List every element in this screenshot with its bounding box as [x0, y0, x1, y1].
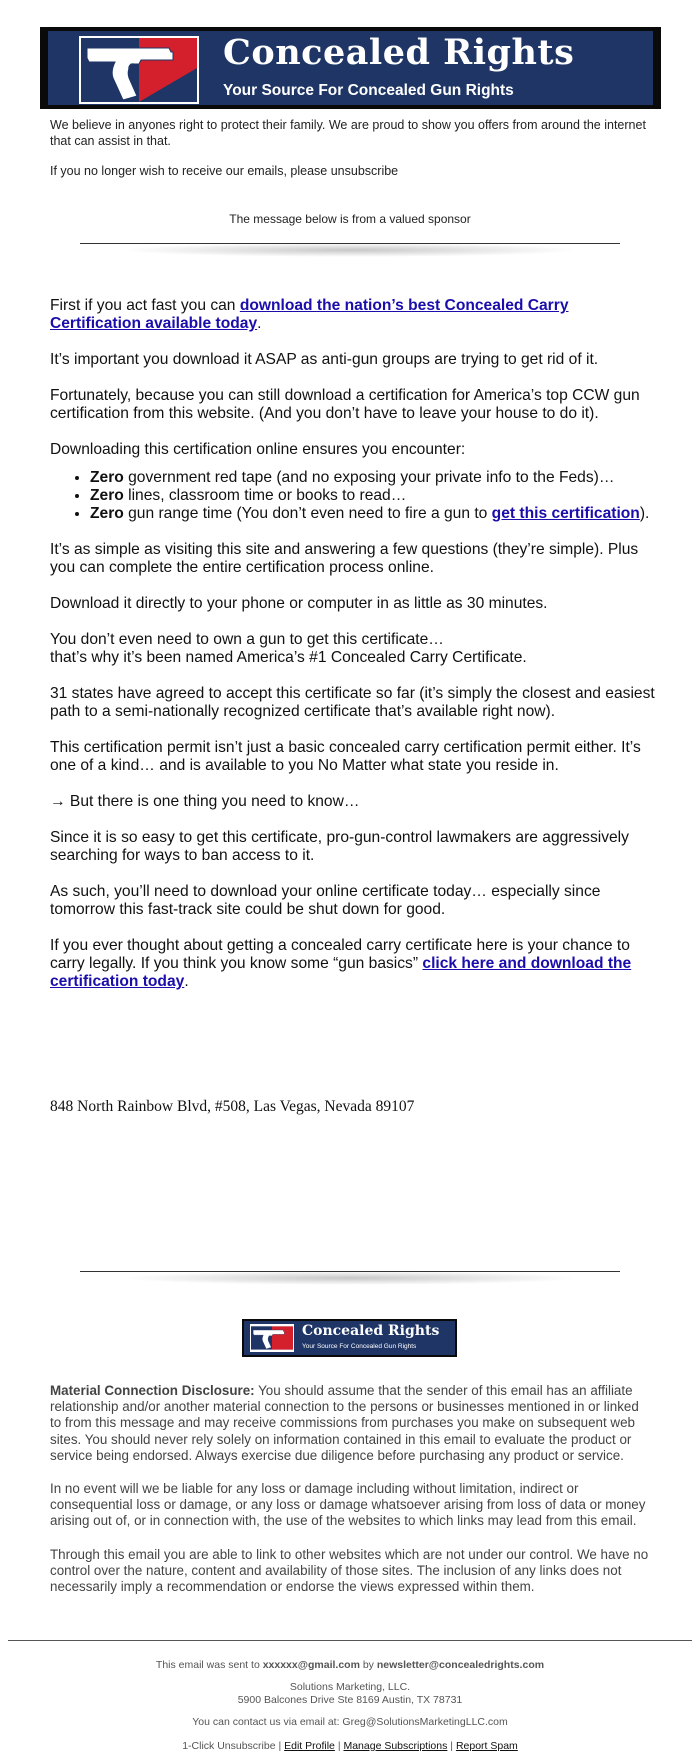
brand-title: Concealed Rights: [223, 32, 575, 73]
copy-p6: Download it directly to your phone or computer in as little as 30 minutes.: [50, 595, 548, 612]
brand-tagline: Your Source For Concealed Gun Rights: [223, 82, 514, 99]
sponsor-message: [50, 297, 655, 1009]
recipient-email: xxxxxx@gmail.com: [262, 1659, 360, 1671]
disclosure-section: [50, 1383, 650, 1612]
disclosure-text: You should assume that the sender of this email has an affiliate relationship and/or another material connection to the persons or businesses mentioned in or linked to from this message and may receive commissions from purchases you make on subsequent web sites. You should never rely solely on information contained in this email to evaluate the product or service being endorsed. Always exercise due diligence before purchasing any product or service.: [50, 1383, 639, 1463]
benefits-list: [50, 469, 655, 523]
intro-text: [50, 117, 650, 149]
link-separator: |: [447, 1740, 456, 1752]
unsubscribe-prefix: If you no longer wish to receive our emails, please: [50, 164, 328, 178]
link-separator: |: [275, 1740, 285, 1752]
flag-gun-icon: [251, 1325, 293, 1351]
bottom-divider-shadow: [120, 1271, 580, 1285]
disclosure-label: Material Connection Disclosure:: [50, 1383, 255, 1398]
copy-p4: Downloading this certification online ensures you encounter:: [50, 441, 466, 458]
copy-p13: [50, 937, 655, 991]
company-name: Solutions Marketing, LLC.: [289, 1681, 411, 1693]
sent-by-word: by: [359, 1659, 377, 1671]
manage-subscriptions-link[interactable]: Manage Subscriptions: [343, 1740, 448, 1752]
bullet-bold: Zero: [90, 487, 124, 504]
p13-prefix: If you ever thought about getting a concealed carry certificate here is your chance to carry legally. If you think you know some “gun basics”: [50, 937, 630, 972]
unsubscribe-line: [50, 164, 398, 178]
copy-p2: It’s important you download it ASAP as anti-gun groups are trying to get rid of it.: [50, 351, 599, 368]
bullet-bold: Zero: [90, 505, 124, 522]
sponsor-note: The message below is from a valued sponsor: [229, 212, 471, 226]
bullet-bold: Zero: [90, 469, 124, 486]
copy-p8: 31 states have agreed to accept this certificate so far (it’s simply the closest and easiest path to a semi-nationally recognized certificate that’s available right now).: [50, 685, 655, 720]
contact-line: You can contact us via email at: Greg@SolutionsMarketingLLC.com: [192, 1716, 508, 1728]
company-address: 5900 Balcones Drive Ste 8169 Austin, TX 78731: [237, 1694, 463, 1706]
get-certification-link[interactable]: get this certification: [491, 505, 640, 522]
download-today-link[interactable]: click here and download the certification today: [50, 955, 632, 990]
p7-line1: You don’t even need to own a gun to get this certificate…: [50, 631, 444, 648]
one-click-unsubscribe[interactable]: 1-Click Unsubscribe: [182, 1740, 276, 1752]
bullet-text: lines, classroom time or books to read…: [123, 487, 407, 504]
header-banner[interactable]: [40, 27, 661, 109]
mini-flag-logo: [250, 1324, 294, 1352]
top-divider-shadow: [120, 243, 580, 257]
bullet-text: gun range time (You don’t even need to fire a gun to: [123, 505, 492, 522]
belief-statement: We believe in anyones right to protect their family. We are proud to show you offers from around the internet that can assist in that.: [50, 118, 646, 148]
link-separator: |: [334, 1740, 344, 1752]
copy-p7: [50, 631, 655, 667]
edit-profile-link[interactable]: Edit Profile: [284, 1740, 335, 1752]
download-certification-link[interactable]: download the nation’s best Concealed Carry Certification available today: [50, 297, 569, 332]
list-item: [90, 505, 655, 523]
mini-brand-title: Concealed Rights: [302, 1323, 440, 1339]
copy-p1: [50, 297, 655, 333]
list-item: [90, 469, 655, 487]
copy-p11: Since it is so easy to get this certificate, pro-gun-control lawmakers are aggressively searching for ways to ban access to it.: [50, 829, 629, 864]
copy-p3: Fortunately, because you can still download a certification for America’s top CCW gun certification from this website. (And you don’t have to leave your house to do it).: [50, 387, 640, 422]
mini-brand-tagline: Your Source For Concealed Gun Rights: [302, 1343, 417, 1350]
p1-suffix: .: [257, 315, 262, 332]
banner-inner: [48, 31, 653, 105]
footer-logo[interactable]: [242, 1319, 457, 1357]
footer-rule: [8, 1640, 692, 1641]
company-block: [0, 1681, 700, 1707]
sponsor-address: 848 North Rainbow Blvd, #508, Las Vegas, Nevada 89107: [50, 1098, 415, 1115]
material-connection-disclosure: [50, 1383, 650, 1464]
copy-p10: → But there is one thing you need to know…: [50, 793, 360, 810]
copy-p5: It’s as simple as visiting this site and answering a few questions (they’re simple). Plus you can complete the entire certification process online.: [50, 541, 639, 576]
p13-suffix: .: [184, 973, 189, 990]
flag-gun-icon: [81, 38, 197, 102]
bullet-text: government red tape (and no exposing your private info to the Feds)…: [123, 469, 615, 486]
copy-p9: This certification permit isn’t just a basic concealed carry certification permit either. It’s one of a kind… and is available to you No Matter what state you reside in.: [50, 739, 641, 774]
unsubscribe-link[interactable]: unsubscribe: [330, 164, 399, 178]
p1-prefix: First if you act fast you can: [50, 297, 240, 314]
liability-disclaimer: In no event will we be liable for any loss or damage including without limitation, indirect or consequential loss or damage, or any loss or damage whatsoever arising from loss of data or money arising out of, or in connection with, the use of the websites to which links may lead from this email.: [50, 1481, 646, 1529]
copy-p12: As such, you’ll need to download your online certificate today… especially since tomorrow this fast-track site could be shut down for good.: [50, 883, 601, 918]
sent-to-line: [0, 1659, 700, 1672]
external-links-disclaimer: Through this email you are able to link to other websites which are not under our control. We have no control over the nature, content and availability of those sites. The inclusion of any links does not necessarily imply a recommendation or endorse the views expressed within them.: [50, 1546, 649, 1595]
flag-gun-logo: [79, 36, 199, 104]
footer-links: [0, 1740, 700, 1753]
list-item: [90, 487, 655, 505]
sender-email: newsletter@concealedrights.com: [376, 1659, 545, 1671]
p7-line2: that’s why it’s been named America’s #1 Concealed Carry Certificate.: [50, 649, 527, 666]
bullet-after: ).: [639, 505, 650, 522]
report-spam-link[interactable]: Report Spam: [455, 1740, 518, 1752]
sent-prefix: This email was sent to: [155, 1659, 263, 1671]
